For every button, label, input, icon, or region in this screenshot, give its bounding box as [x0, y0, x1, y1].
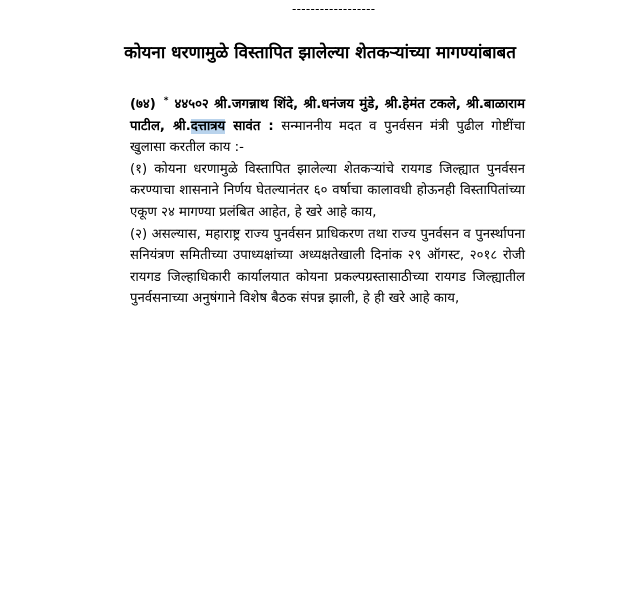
question-title: कोयना धरणामुळे विस्तापित झालेल्या शेतकऱ्यांच्या मागण्यांबाबत	[124, 43, 516, 63]
question-body	[130, 91, 525, 310]
question-header	[130, 91, 525, 159]
member-names: ४४५०२ श्री.जगन्नाथ शिंदे, श्री.धनंजय मुंडे, श्री.हेमंत टकले, श्री.बाळाराम पाटील, श्री.	[130, 97, 525, 134]
highlighted-selection[interactable]: दत्तात्रय	[190, 118, 226, 134]
sub-question-2: (२) असल्यास, महाराष्ट्र राज्य पुनर्वसन प्राधिकरण तथा राज्य पुनर्वसन व पुनर्स्थापना सनियंत्रण समितीच्या उपाध्यक्षांच्या अध्यक्षतेखाली दिनांक २९ ऑगस्ट, २०१८ रोजी रायगड जिल्हाधिकारी कार्यालयात कोयना प्रकल्पग्रस्तासाठीच्या रायगड जिल्ह्यातील पुनर्वसनाच्या अनुषंगाने विशेष बैठक संपन्न झाली, हे ही खरे आहे काय,	[130, 226, 525, 307]
question-number: (७४)	[130, 97, 156, 112]
starred-marker: *	[163, 96, 169, 106]
minister-addressee: सन्माननीय मदत व पुनर्वसन मंत्री पुढील गोष्टींचा खुलासा करतील काय :-	[130, 118, 525, 156]
sub-question-1: (१) कोयना धरणामुळे विस्तापित झालेल्या शेतकऱ्यांचे रायगड जिल्ह्यात पुनर्वसन करण्याचा शासनाने निर्णय घेतल्यानंतर ६० वर्षाचा कालावधी होऊनही विस्तापितांच्या एकूण २४ मागण्या प्रलंबित आहेत, हे खरे आहे काय,	[130, 161, 525, 220]
separator-line: ------------------	[292, 2, 376, 16]
member-surname: सावंत :	[225, 118, 274, 134]
